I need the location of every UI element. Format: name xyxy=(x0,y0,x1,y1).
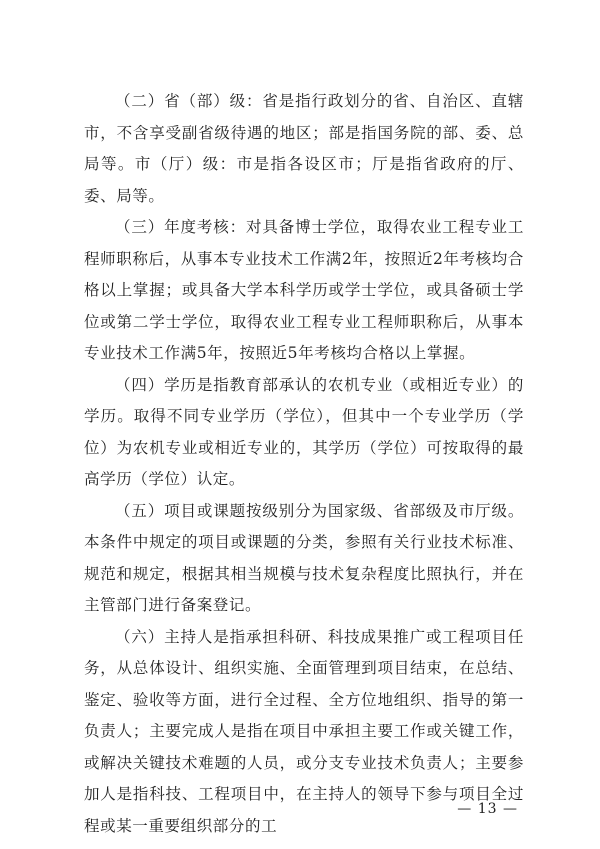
paragraph-project-roles: （六）主持人是指承担科研、科技成果推广或工程项目任务，从总体设计、组织实施、全面管理到项目结束，在总结、鉴定、验收等方面，进行全过程、全方位地组织、指导的第一负责人；主要完成人是指在项目中承担主要工作或关键工作，或解决关键技术难题的人员，或分支专业技术负责人；主要参加人是指科技、工程项目中，在主持人的领导下参与项目全过程或某一重要组织部分的工 xyxy=(84,627,524,835)
document-body xyxy=(84,86,524,842)
paragraph-education: （四）学历是指教育部承认的农机专业（或相近专业）的学历。取得不同专业学历（学位），但其中一个专业学历（学位）为农机专业或相近专业的，其学历（学位）可按取得的最高学历（学位）认定。 xyxy=(84,375,524,488)
page-number: — 13 — xyxy=(457,801,518,817)
paragraph-project-level: （五）项目或课题按级别分为国家级、省部级及市厅级。本条件中规定的项目或课题的分类，参照有关行业技术标准、规范和规定，根据其相当规模与技术复杂程度比照执行，并在主管部门进行备案登记。 xyxy=(84,501,524,614)
paragraph-provincial-level: （二）省（部）级：省是指行政划分的省、自治区、直辖市，不含享受副省级待遇的地区；部是指国务院的部、委、总局等。市（厅）级：市是指各设区市；厅是指省政府的厅、委、局等。 xyxy=(84,92,524,205)
paragraph-annual-assessment: （三）年度考核：对具备博士学位，取得农业工程专业工程师职称后，从事本专业技术工作满2年，按照近2年考核均合格以上掌握；或具备大学本科学历或学士学位，或具备硕士学位或第二学士学位，取得农业工程专业工程师职称后，从事本专业技术工作满5年，按照近5年考核均合格以上掌握。 xyxy=(84,218,524,362)
